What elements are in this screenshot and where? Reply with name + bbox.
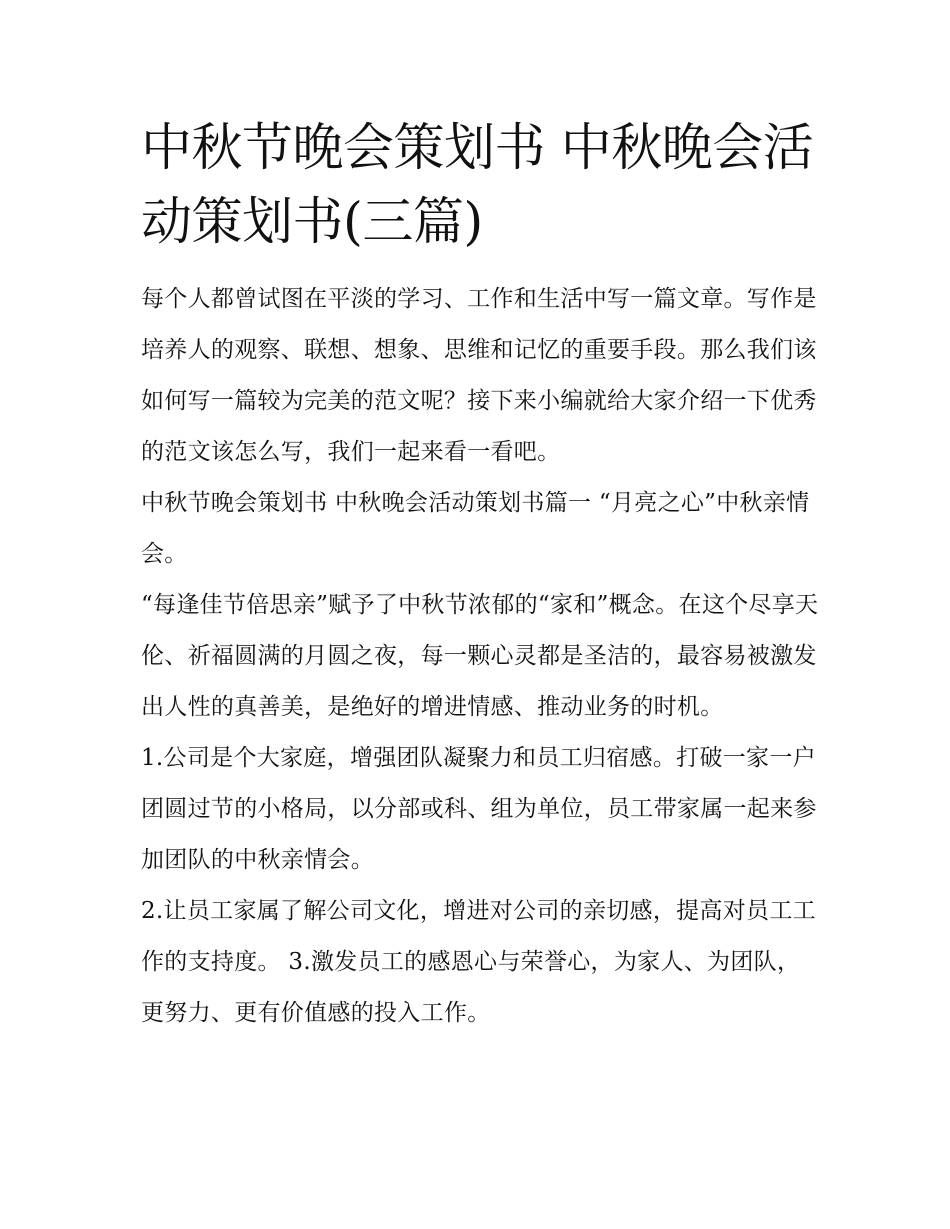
document-page bbox=[141, 112, 821, 1039]
document-body bbox=[141, 274, 821, 1039]
paragraph-item-2-3: 2.让员工家属了解公司文化，增进对公司的亲切感，提高对员工工作的支持度。 3.激发员工的感恩心与荣誉心，为家人、为团队，更努力、更有价值感的投入工作。 bbox=[141, 898, 816, 1026]
paragraph-theme: “每逢佳节倍思亲”赋予了中秋节浓郁的“家和”概念。在这个尽享天伦、祈福圆满的月圆之夜，每一颗心灵都是圣洁的，最容易被激发出人性的真善美，是绝好的增进情感、推动业务的时机。 bbox=[141, 592, 819, 720]
paragraph-section-heading: 中秋节晚会策划书 中秋晚会活动策划书篇一 “月亮之心”中秋亲情会。 bbox=[141, 490, 810, 567]
document-title: 中秋节晚会策划书 中秋晚会活动策划书(三篇) bbox=[141, 119, 814, 252]
paragraph-item-1: 1.公司是个大家庭，增强团队凝聚力和员工归宿感。打破一家一户团圆过节的小格局，以分部或科、组为单位，员工带家属一起来参加团队的中秋亲情会。 bbox=[141, 745, 817, 873]
paragraph-intro: 每个人都曾试图在平淡的学习、工作和生活中写一篇文章。写作是培养人的观察、联想、想象、思维和记忆的重要手段。那么我们该如何写一篇较为完美的范文呢？接下来小编就给大家介绍一下优秀的范文该怎么写，我们一起来看一看吧。 bbox=[141, 286, 817, 465]
